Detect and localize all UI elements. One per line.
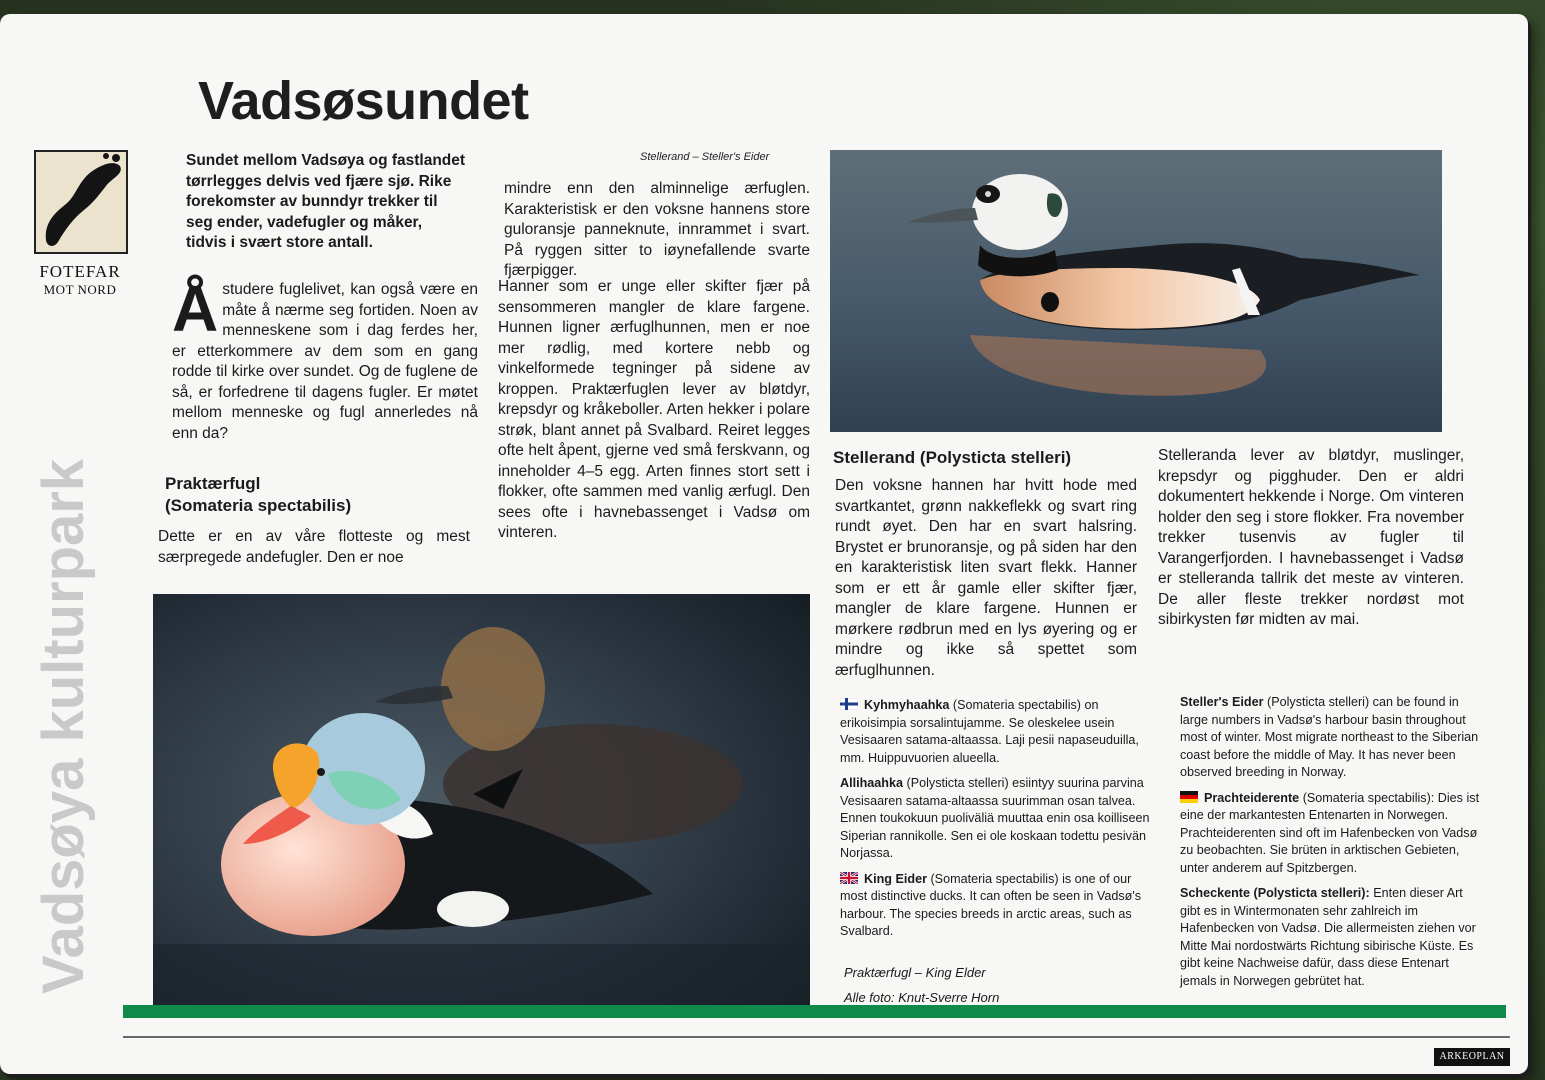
intro-body-text: studere fuglelivet, kan også være en måte å nærme seg fortiden. Noen av menneskene som i dag ferdes her, er etterkommere av dem som en gang rodde til kirke over sundet. Og de fuglene de så, er forfedrene til dagens fugler. Er møtet mellom menneske og fugl annerledes nå enn da?: [172, 281, 478, 442]
bottom-rule: [123, 1036, 1510, 1038]
logo-map-box: [34, 150, 128, 254]
finnish-name-2: Allihaahka: [840, 776, 903, 790]
multilingual-column-1: [840, 697, 1160, 949]
german-text-2: Enten dieser Art gibt es in Wintermonaten sehr zahlreich im Hafenbecken von Vadsø. Die allermeisten ziehen vor Mitte Mai nordostwärts Richtung sibirische Küste. Es gibt keine Nachweise dafür, dass diese Entenart jemals in Norwegen gebrütet hat.: [1180, 886, 1476, 988]
english-name-2: Steller's Eider: [1180, 695, 1264, 709]
german-king-eider: [1180, 790, 1480, 878]
king-eider-heading-line2: (Somateria spectabilis): [165, 496, 352, 515]
finnish-text-1: (Somateria spectabilis) on erikoisimpia sorsalintujamme. Se oleskelee usein Vesisaaren satama-altaassa. Laji pesii napaseuduilla, mm. Huippuvuorien alueella.: [840, 698, 1139, 765]
steller-eider-body-2: Stelleranda lever av bløtdyr, muslinger, krepsdyr og pigghuder. Den er aldri dokumentert hekkende i Norge. Om vinteren holder den seg i store flokker. Fra november trekker tusenvis av fugler til Varangerfjorden. I havnebassenget i Vadsø er stelleranda tallrik det meste av vinteren. De aller fleste trekker nordøst mot sibirkysten før midten av mai.: [1158, 447, 1464, 628]
king-eider-heading: [165, 473, 465, 517]
intro-paragraph: Sundet mellom Vadsøya og fastlandet tørrlegges delvis ved fjære sjø. Rike forekomster av bunndyr trekker til seg ender, vadefugler og måker, tidvis i svært store antall.: [186, 152, 466, 251]
steller-eider-heading: Stellerand (Polysticta stelleri): [833, 448, 1072, 467]
steller-photo-caption: Stellerand – Steller's Eider: [640, 151, 770, 163]
vertical-park-label: Vadsøya kulturpark: [31, 458, 96, 994]
king-eider-photo: [153, 594, 810, 1010]
photo-credit: Alle foto: Knut-Sverre Horn: [844, 990, 1000, 1005]
photo-captions: [844, 960, 999, 1010]
fotefar-logo: [20, 150, 140, 310]
logo-line-1: FOTEFAR: [39, 262, 121, 281]
king-eider-heading-line1: Praktærfugl: [165, 474, 261, 493]
english-text-1: (Somateria spectabilis) is one of our most distinctive ducks. It can often be seen in Vadsø's harbour. The species breeds in arctic areas, such as Svalbard.: [840, 871, 1142, 938]
finland-flag-icon: [840, 698, 858, 710]
germany-flag-icon: [1180, 791, 1198, 803]
english-steller-eider: [1180, 694, 1480, 782]
publisher-logo: ARKEOPLAN: [1434, 1048, 1510, 1066]
finnish-name-1: Kyhmyhaahka: [864, 698, 950, 712]
uk-flag-icon: [840, 872, 858, 884]
green-divider-bar: [123, 1005, 1506, 1018]
finnish-king-eider: [840, 697, 1160, 767]
german-text-1: (Somateria spectabilis): Dies ist eine der markantesten Entenarten in Norwegen. Prachteiderenten sind oft im Hafenbecken von Vadsø zu beobachten. Sie brüten in arktischen Gebieten, unter anderem auf Spitzbergen.: [1180, 790, 1480, 875]
english-king-eider: [840, 871, 1160, 941]
german-name-1: Prachteiderente: [1204, 790, 1300, 805]
german-steller-eider: [1180, 885, 1480, 990]
steller-eider-photo: [830, 150, 1442, 432]
finnish-text-2: (Polysticta stelleri) esiintyy suurina parvina Vesisaaren satama-altaassa suurimman osan talvea. Ennen toukokuun puoliväliä muuttaa enin osa koilliseen Siperian rannikolle. Sen ei ole koskaan todettu pesivän Norjassa.: [840, 776, 1150, 860]
finnish-steller-eider: [840, 775, 1160, 863]
multilingual-column-2: [1180, 694, 1480, 998]
logo-line-2: MOT NORD: [43, 282, 117, 297]
steller-eider-body: Den voksne hannen har hvitt hode med svartkantet, grønn nakkeflekk og svart ring rundt øyet. Den har en svart halsring. Brystet er brunoransje, og på siden har den en karakteristisk liten svart flekk. Hanner som er ett år gamle eller skifter fjær, mangler de klare fargene. Hunnen er mørkere rødbrun med en lys øyering og er mindre og ikke så spettet som ærfuglhunnen.: [835, 477, 1137, 679]
sign-title: Vadsøsundet: [198, 71, 529, 131]
intro-body: [172, 273, 478, 444]
column2-text-2: Hanner som er unge eller skifter fjær på sensommeren mangler de klare fargene. Hunnen ligner ærfuglhunnen, men er noe mer rødlig, med kortere nebb og vinkelformede tegninger på sidene av kroppen. Praktærfuglen lever av bløtdyr, krepsdyr og kråkeboller. Arten hekker i polare strøk, blant annet på Svalbard. Reiret legges ofte helt åpent, gjerne ved små ferskvann, og inneholder 4–5 egg. Arten finnes stort sett i flokker, ofte sammen med vanlig ærfugl. Den sees ofte i havnebassenget i Vadsø om vinteren.: [498, 278, 810, 541]
german-name-2: Scheckente (Polysticta stelleri):: [1180, 886, 1370, 900]
king-eider-body: Dette er en av våre flotteste og mest særpregede andefugler. Den er noe: [158, 528, 470, 566]
footprint-icon: [36, 152, 126, 252]
english-text-2: (Polysticta stelleri) can be found in large numbers in Vadsø's harbour basin throughout most of winter. Most migrate northeast to the Siberian coast before the middle of May. It has never been observed breeding in Norway.: [1180, 695, 1479, 779]
drop-cap: Å: [172, 273, 219, 345]
info-sign-board: [0, 14, 1528, 1074]
column2-text-1: mindre enn den alminnelige ærfuglen. Karakteristisk er den voksne hannens store guloransje panneknute, innrammet i svart. På ryggen sitter to iøynefallende svarte fjærpigger.: [504, 180, 810, 279]
king-eider-caption: Praktærfugl – King Elder: [844, 965, 986, 980]
english-name-1: King Eider: [864, 871, 927, 886]
